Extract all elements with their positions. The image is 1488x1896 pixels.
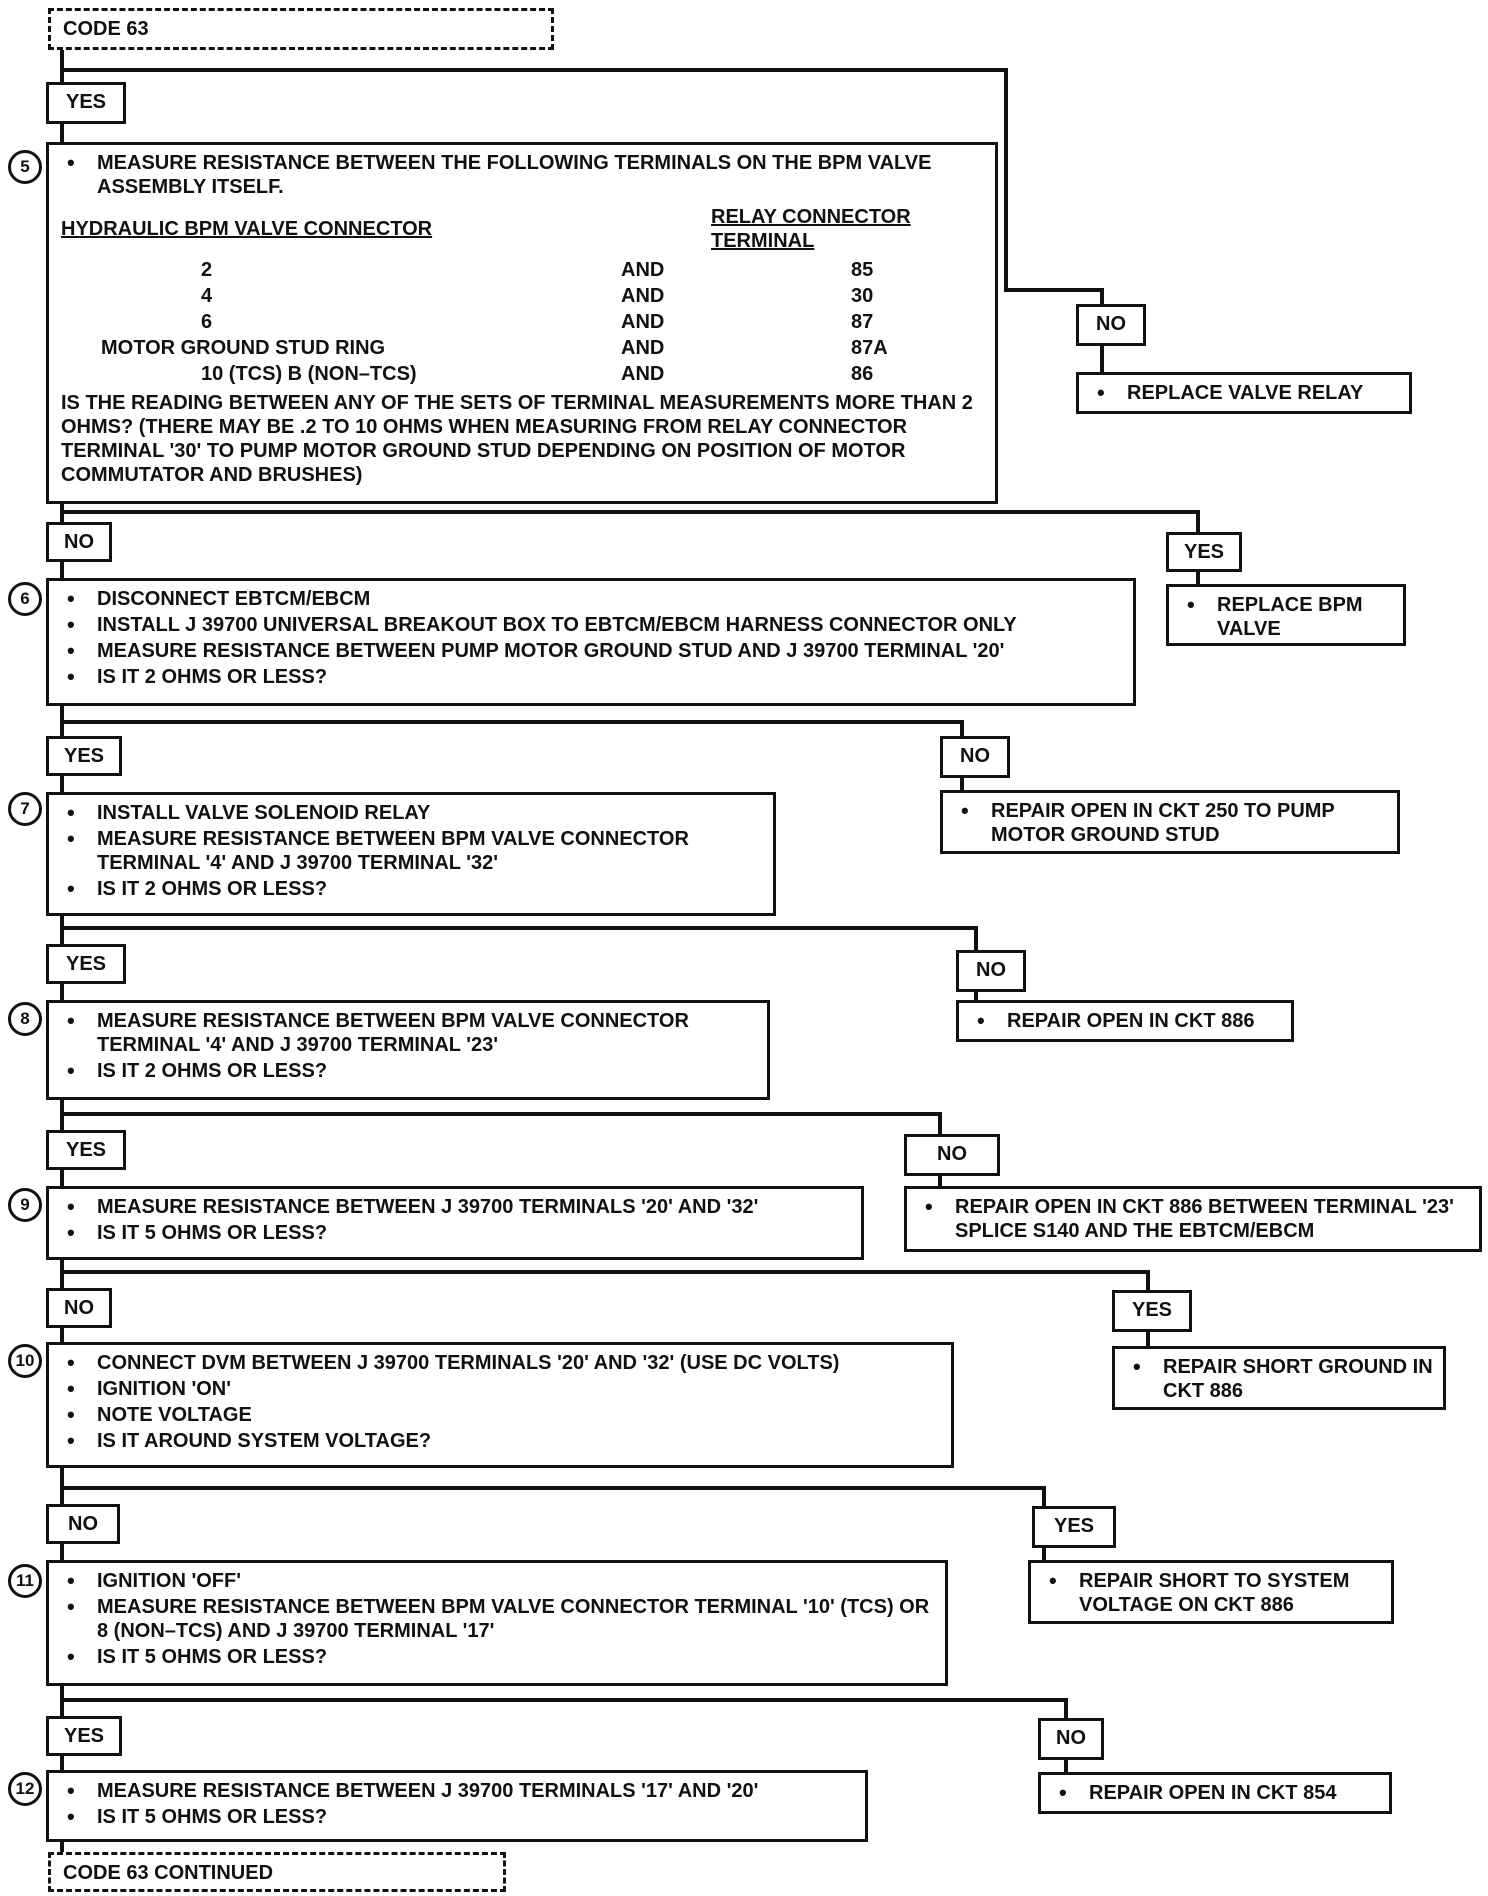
result-text: • REPAIR SHORT GROUND IN CKT 886 [1127,1355,1433,1403]
step-7-bullet: • IS IT 2 OHMS OR LESS? [61,877,763,901]
answer-no-step5: NO [46,522,112,562]
answer-no-step8: NO [904,1134,1000,1176]
result-repair-open-ckt-886 [956,1000,1294,1042]
step-6-bullet: • INSTALL J 39700 UNIVERSAL BREAKOUT BOX TO EBTCM/EBCM HARNESS CONNECTOR ONLY [61,613,1123,637]
step-number: 6 [8,582,42,616]
step-number: 5 [8,150,42,184]
line-step8-branch [62,1096,940,1134]
table-cell: AND [621,259,665,281]
step-9-bullet: • IS IT 5 OHMS OR LESS? [61,1221,851,1245]
result-text: • REPAIR OPEN IN CKT 854 [1053,1781,1379,1805]
result-repair-short-system-voltage [1028,1560,1394,1624]
answer-yes-step5: YES [1166,532,1242,572]
step-8-bullet: • MEASURE RESISTANCE BETWEEN BPM VALVE CONNECTOR TERMINAL '4' AND J 39700 TERMINAL '23' [61,1009,757,1057]
table-cell: MOTOR GROUND STUD RING [101,337,386,359]
table-cell: 86 [851,363,874,385]
line-step10-branch [62,1464,1044,1506]
answer-no-step11: NO [1038,1718,1104,1760]
table-cell: 2 [201,259,213,281]
table-cell: 85 [851,259,874,281]
result-text: • REPAIR OPEN IN CKT 886 [971,1009,1281,1033]
answer-yes-step8: YES [46,1130,126,1170]
answer-yes-step10: YES [1032,1506,1116,1548]
flowchart-continued [48,1852,506,1892]
step-10-bullet: • CONNECT DVM BETWEEN J 39700 TERMINALS '20' AND '32' (USE DC VOLTS) [61,1351,941,1375]
flowchart-title [48,8,554,50]
table-row [61,309,991,335]
result-repair-open-ckt-854 [1038,1772,1392,1814]
table-cell: AND [621,363,665,385]
step-11-bullet: • IGNITION 'OFF' [61,1569,935,1593]
step-10-bullet: • NOTE VOLTAGE [61,1403,941,1427]
step-10-bullet: • IGNITION 'ON' [61,1377,941,1401]
answer-yes-step9: YES [1112,1290,1192,1332]
step-number: 12 [8,1772,42,1806]
step-5-question: IS THE READING BETWEEN ANY OF THE SETS OF TERMINAL MEASUREMENTS MORE THAN 2 OHMS? (THERE MAY BE .2 TO 10 OHMS WHEN MEASURING FROM RELAY CONNECTOR TERMINAL '30' TO PUMP MOTOR GROUND STUD DEPENDING ON POSITION OF MOTOR COMMUTATOR AND BRUSHES) [61,392,973,486]
answer-yes-step7: YES [46,944,126,984]
step-5-intro: • MEASURE RESISTANCE BETWEEN THE FOLLOWING TERMINALS ON THE BPM VALVE ASSEMBLY ITSELF. [61,151,985,199]
result-text: • REPAIR OPEN IN CKT 886 BETWEEN TERMINAL '23' SPLICE S140 AND THE EBTCM/EBCM [919,1195,1469,1243]
table-cell: 87 [851,311,874,333]
result-text: • REPAIR SHORT TO SYSTEM VOLTAGE ON CKT 886 [1043,1569,1381,1617]
step-8-bullet: • IS IT 2 OHMS OR LESS? [61,1059,757,1083]
result-replace-bpm-valve [1166,584,1406,646]
result-text: • REPLACE BPM VALVE [1181,593,1393,641]
answer-yes-step6: YES [46,736,122,776]
step-11-bullet: • MEASURE RESISTANCE BETWEEN BPM VALVE CONNECTOR TERMINAL '10' (TCS) OR 8 (NON–TCS) AND J 39700 TERMINAL '17' [61,1595,935,1643]
step-6-box [46,578,1136,706]
result-repair-open-ckt-886-splice [904,1186,1482,1252]
result-replace-valve-relay [1076,372,1412,414]
table-cell: 10 (TCS) B (NON–TCS) [201,363,417,385]
table-row [61,283,991,309]
answer-no-step10: NO [46,1504,120,1544]
step-5-box [46,142,998,504]
result-text: • REPLACE VALVE RELAY [1091,381,1399,405]
terminal-pairs-table [61,205,991,387]
result-repair-short-ground [1112,1346,1446,1410]
step-6-bullet: • DISCONNECT EBTCM/EBCM [61,587,1123,611]
step-6-bullet: • MEASURE RESISTANCE BETWEEN PUMP MOTOR GROUND STUD AND J 39700 TERMINAL '20' [61,639,1123,663]
answer-no-step9: NO [46,1288,112,1328]
step-number: 7 [8,792,42,826]
step-11-bullet: • IS IT 5 OHMS OR LESS? [61,1645,935,1669]
step-8-box [46,1000,770,1100]
table-row [61,335,991,361]
step-number: 10 [8,1344,42,1378]
line-step7-branch [62,912,976,950]
table-cell: 30 [851,285,874,307]
table-row [61,257,991,283]
line-step6-branch [62,702,962,736]
step-12-bullet: • MEASURE RESISTANCE BETWEEN J 39700 TERMINALS '17' AND '20' [61,1779,855,1803]
table-row [61,361,991,387]
table-cell: AND [621,285,665,307]
answer-no-header: NO [1076,304,1146,346]
answer-no-step6: NO [940,736,1010,778]
table-cell: 6 [201,311,213,333]
step-12-bullet: • IS IT 5 OHMS OR LESS? [61,1805,855,1829]
step-number: 9 [8,1188,42,1222]
line-step11-branch [62,1682,1066,1718]
line-step5-branch [62,500,1198,532]
answer-yes-step11: YES [46,1716,122,1756]
step-number: 11 [8,1564,42,1598]
table-cell: 4 [201,285,213,307]
table-cell: AND [621,337,665,359]
flowchart-title-text: CODE 63 [63,18,149,40]
step-10-box [46,1342,954,1468]
step-number: 8 [8,1002,42,1036]
step-7-box [46,792,776,916]
step-9-box [46,1186,864,1260]
table-cell: AND [621,311,665,333]
step-12-box [46,1770,868,1842]
step-7-bullet: • INSTALL VALVE SOLENOID RELAY [61,801,763,825]
flowchart-continued-text: CODE 63 CONTINUED [63,1862,274,1884]
table-header-valve-connector: HYDRAULIC BPM VALVE CONNECTOR [61,218,433,240]
step-7-bullet: • MEASURE RESISTANCE BETWEEN BPM VALVE CONNECTOR TERMINAL '4' AND J 39700 TERMINAL '32' [61,827,763,875]
result-repair-open-ckt-250 [940,790,1400,854]
table-cell: 87A [851,337,888,359]
step-10-bullet: • IS IT AROUND SYSTEM VOLTAGE? [61,1429,941,1453]
line-step9-branch [62,1256,1148,1290]
step-9-bullet: • MEASURE RESISTANCE BETWEEN J 39700 TERMINALS '20' AND '32' [61,1195,851,1219]
step-11-box [46,1560,948,1686]
answer-no-step7: NO [956,950,1026,992]
answer-yes-header: YES [46,82,126,124]
step-6-bullet: • IS IT 2 OHMS OR LESS? [61,665,1123,689]
result-text: • REPAIR OPEN IN CKT 250 TO PUMP MOTOR GROUND STUD [955,799,1387,847]
table-header-relay-terminal: RELAY CONNECTOR TERMINAL [711,206,911,252]
